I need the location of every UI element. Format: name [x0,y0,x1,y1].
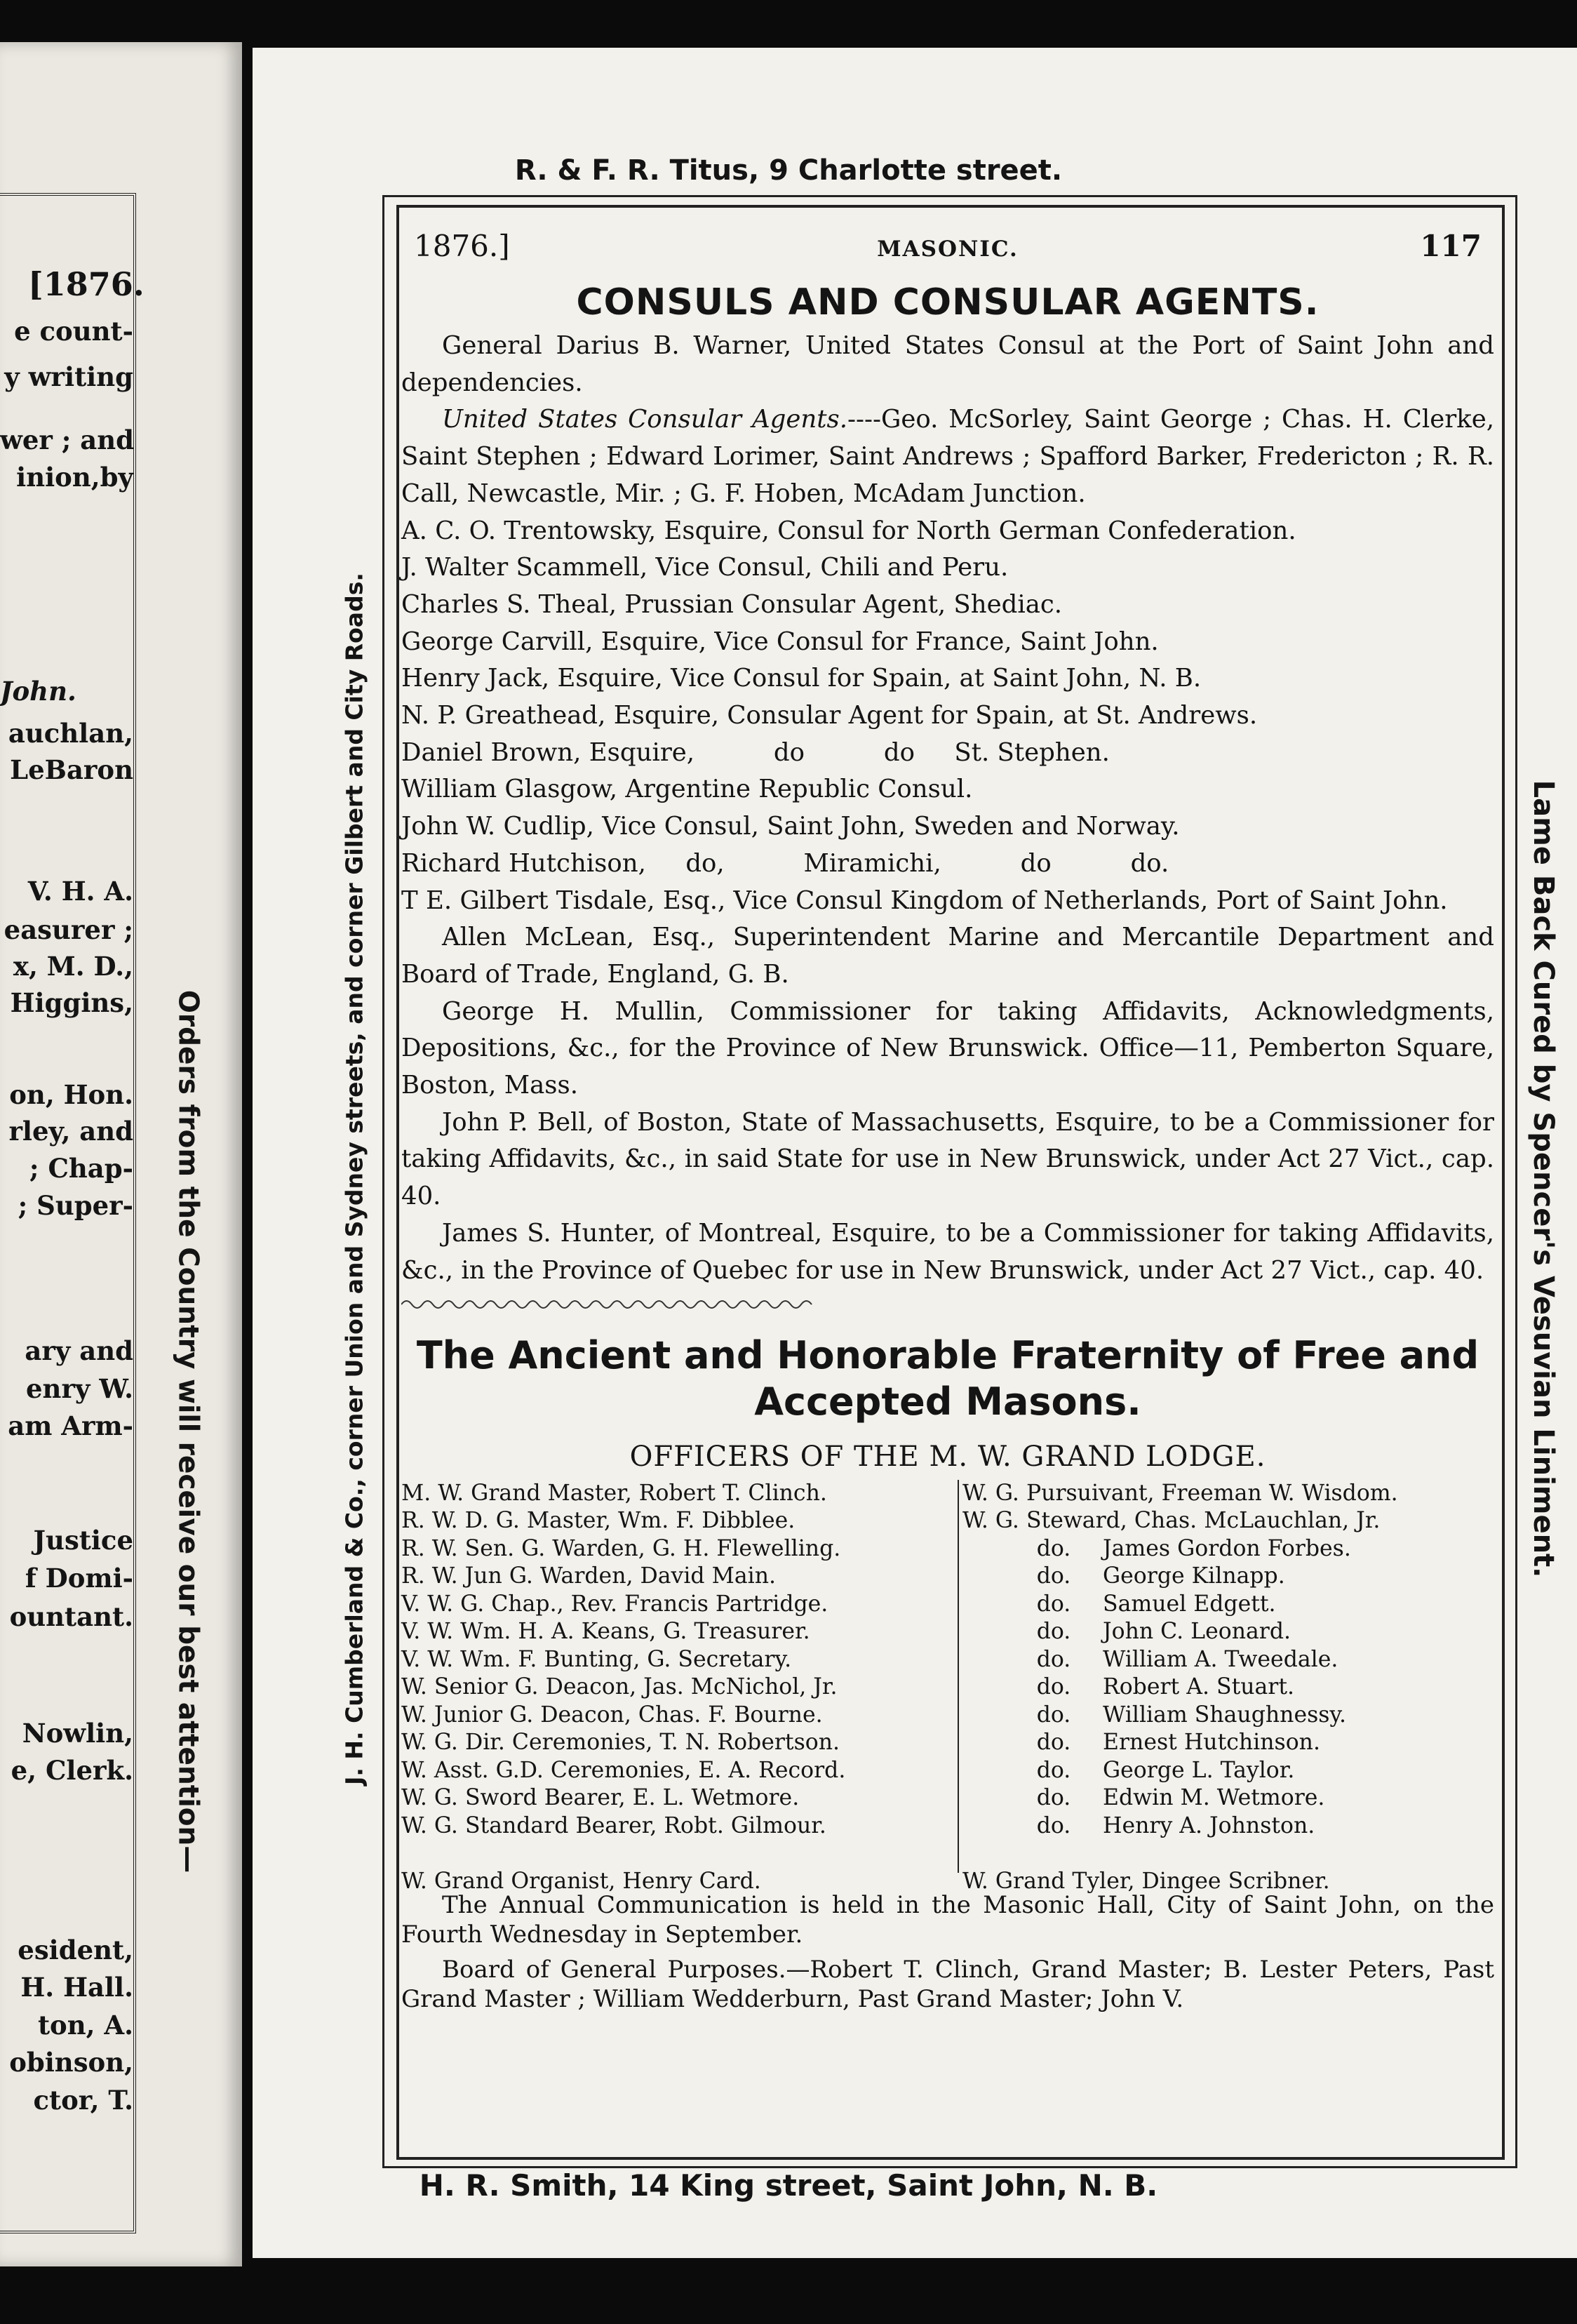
ditto-mark: do. [1036,1702,1071,1728]
masons-section-title [401,1333,1494,1425]
officer-row: W. G. Standard Bearer, Robt. Gilmour. [401,1812,826,1838]
left-fragment: obinson, [9,2047,133,2078]
officer-row: R. W. Sen. G. Warden, G. H. Flewelling. [401,1535,841,1561]
left-page-year: [1876. [28,265,145,303]
steward-name: John C. Leonard. [1103,1619,1291,1645]
left-fragment: am Arm- [8,1410,133,1441]
officer-row: W. G. Steward, Chas. McLauchlan, Jr. [962,1508,1381,1534]
mclean-paragraph: Allen McLean, Esq., Superintendent Marine and Mercantile Department and Board of Trade, England, G. B. [401,923,1494,989]
steward-row [962,1702,1496,1730]
steward-name: Samuel Edgett. [1103,1591,1276,1617]
left-fragment: LeBaron [10,754,133,785]
steward-name: Ernest Hutchinson. [1103,1730,1320,1756]
steward-name: James Gordon Forbes. [1103,1535,1351,1561]
steward-row [962,1812,1496,1841]
consul-entry: J. Walter Scammell, Vice Consul, Chili and Peru. [401,553,1009,582]
left-fragment: inion,by [16,462,133,493]
left-page-margin-ad-text: Orders from the Country will receive our best attention— [172,989,203,1874]
steward-name: Robert A. Stuart. [1103,1674,1295,1700]
left-fragment: rley, and [8,1116,133,1147]
ditto-mark: do. [1036,1785,1071,1811]
grand-organist-row: W. Grand Organist, Henry Card. [401,1868,761,1894]
ditto-mark: do. [1036,1757,1071,1783]
officer-row: R. W. D. G. Master, Wm. F. Dibblee. [401,1508,796,1534]
officer-row: W. G. Sword Bearer, E. L. Wetmore. [401,1785,800,1811]
officers-right-column [962,1480,1496,1841]
left-fragment: y writing [4,361,133,392]
left-fragment: ton, A. [37,2010,133,2041]
left-fragment: ; Chap- [29,1153,133,1184]
officers-left-column [401,1480,962,1841]
right-margin-advertisement [1515,196,1571,2161]
ditto-mark: do. [1036,1730,1071,1756]
officers-heading: OFFICERS OF THE M. W. GRAND LODGE. [629,1440,1266,1473]
running-head-year: 1876.] [414,229,510,263]
ditto-mark: do. [1036,1563,1071,1589]
left-fragment: ; Super- [18,1190,133,1221]
ditto-mark: do. [1036,1591,1071,1617]
steward-row [962,1729,1496,1757]
masons-title-line-1: The Ancient and Honorable Fraternity of Free and [416,1333,1479,1377]
left-fragment: wer ; and [0,425,135,455]
left-fragment: esident, [18,1935,133,1965]
left-fragment: auchlan, [8,718,133,749]
left-page-margin-ad [151,726,224,2137]
officer-row: V. W. Wm. H. A. Keans, G. Treasurer. [401,1619,810,1645]
left-fragment: easurer ; [4,914,133,945]
left-fragment: H. Hall. [20,1972,133,2003]
running-head [401,214,1494,263]
ditto-mark: do. [1036,1674,1071,1700]
consul-entry: George Carvill, Esquire, Vice Consul for France, Saint John. [401,627,1159,656]
running-head-section: MASONIC. [877,236,1019,262]
steward-row [962,1784,1496,1812]
left-margin-advertisement-text: J. H. Cumberland & Co., corner Union and Sydney streets, and corner Gilbert and City Roads. [340,573,368,1785]
left-fragment: e count- [14,316,133,347]
ditto-mark: do. [1036,1619,1071,1645]
steward-name: George Kilnapp. [1103,1563,1285,1589]
left-fragment: Higgins, [10,987,133,1018]
annual-communication-paragraph: The Annual Communication is held in the Masonic Hall, City of Saint John, on the Fourth Wednesday in September. [401,1890,1494,1949]
steward-name: Henry A. Johnston. [1103,1812,1315,1838]
consular-agents-label: United States Consular Agents. [442,405,847,434]
officer-row: R. W. Jun G. Warden, David Main. [401,1563,777,1589]
consular-agents-paragraph [401,401,1494,512]
page-content [401,214,1494,2014]
left-fragment: enry W. [26,1373,133,1404]
steward-row [962,1674,1496,1702]
officer-row: V. W. Wm. F. Bunting, G. Secretary. [401,1646,792,1672]
left-fragment: John. [0,676,76,707]
officer-row: W. Senior G. Deacon, Jas. McNichol, Jr. [401,1674,838,1700]
steward-row [962,1646,1496,1674]
left-fragment: ountant. [9,1601,133,1632]
left-fragment: ary and [25,1335,133,1366]
consul-entry: William Glasgow, Argentine Republic Consul. [401,775,973,804]
hunter-paragraph: James S. Hunter, of Montreal, Esquire, to be a Commissioner for taking Affidavits, &c., in the Province of Quebec for use in New Brunswick, under Act 27 Vict., cap. 40. [401,1218,1494,1285]
consul-entry: Daniel Brown, Esquire, do do St. Stephen. [401,737,1110,767]
consul-entry: Charles S. Theal, Prussian Consular Agent, Shediac. [401,589,1063,619]
left-fragment: f Domi- [25,1563,133,1594]
ditto-mark: do. [1036,1812,1071,1838]
consul-entry: N. P. Greathead, Esquire, Consular Agent for Spain, at St. Andrews. [401,701,1258,730]
left-fragment: on, Hon. [9,1079,133,1110]
left-fragment: V. H. A. [27,876,133,907]
consul-entry: John W. Cudlip, Vice Consul, Saint John, Sweden and Norway. [401,812,1180,841]
officer-row: W. G. Dir. Ceremonies, T. N. Robertson. [401,1730,840,1756]
officer-row: M. W. Grand Master, Robert T. Clinch. [401,1480,827,1506]
consul-entry: A. C. O. Trentowsky, Esquire, Consul for North German Confederation. [401,516,1296,545]
left-fragment: Justice [33,1525,133,1556]
officer-row: W. Junior G. Deacon, Chas. F. Bourne. [401,1702,823,1728]
consul-warner-paragraph: General Darius B. Warner, United States Consul at the Port of Saint John and dependencies. [401,331,1494,397]
grand-tyler-row: W. Grand Tyler, Dingee Scribner. [962,1868,1330,1894]
ornamental-wave-rule [401,1296,815,1313]
officers-table [401,1480,1494,1894]
left-fragment: Nowlin, [22,1718,133,1749]
steward-row [962,1757,1496,1785]
board-of-general-purposes-paragraph: Board of General Purposes.—Robert T. Clinch, Grand Master; B. Lester Peters, Past Grand Master ; William Wedderburn, Past Grand Master; John V. [401,1955,1494,2013]
officer-row: W. Asst. G.D. Ceremonies, E. A. Record. [401,1757,846,1783]
page-number: 117 [1420,229,1482,263]
left-facing-page [0,42,242,2266]
mullin-paragraph: George H. Mullin, Commissioner for taking Affidavits, Acknowledgments, Depositions, &c., for the Province of New Brunswick. Office—11, Pemberton Square, Boston, Mass. [401,996,1494,1100]
bell-paragraph: John P. Bell, of Boston, State of Massachusetts, Esquire, to be a Commissioner for taking Affidavits, &c., in said State for use in New Brunswick, under Act 27 Vict., cap. 40. [401,1107,1494,1211]
steward-name: William Shaughnessy. [1103,1702,1347,1728]
officer-row: W. G. Pursuivant, Freeman W. Wisdom. [962,1480,1398,1506]
top-advertisement: R. & F. R. Titus, 9 Charlotte street. [514,154,1063,187]
steward-name: William A. Tweedale. [1103,1646,1338,1672]
consuls-section-title: CONSULS AND CONSULAR AGENTS. [576,281,1320,323]
steward-name: George L. Taylor. [1103,1757,1295,1783]
bottom-advertisement: H. R. Smith, 14 King street, Saint John, N. B. [419,2168,1158,2203]
steward-name: Edwin M. Wetmore. [1103,1785,1325,1811]
ditto-mark: do. [1036,1646,1071,1672]
after-table-text [401,1890,1494,2014]
left-margin-advertisement [326,196,382,2161]
officer-row: V. W. G. Chap., Rev. Francis Partridge. [401,1591,828,1617]
left-fragment: e, Clerk. [11,1755,133,1786]
consular-agents-text: ----Geo. McSorley, Saint George ; Chas. H. Clerke, Saint Stephen ; Edward Lorimer, Saint Andrews ; Spafford Barker, Fredericton ; R. R. Call, Newcastle, Mir. ; G. F. Hoben, McAdam Junction. [401,405,1494,508]
consul-entry: T E. Gilbert Tisdale, Esq., Vice Consul Kingdom of Netherlands, Port of Saint John. [401,886,1448,915]
left-fragment: ctor, T. [33,2085,133,2116]
steward-row [962,1591,1496,1619]
ditto-mark: do. [1036,1535,1071,1561]
consul-entry: Richard Hutchison, do, Miramichi, do do. [401,848,1169,878]
right-margin-advertisement-text: Lame Back Cured by Spencer's Vesuvian Liniment. [1527,780,1559,1578]
steward-row [962,1535,1496,1563]
steward-row [962,1563,1496,1591]
left-fragment: x, M. D., [13,951,133,982]
steward-row [962,1618,1496,1646]
consul-entry: Henry Jack, Esquire, Vice Consul for Spain, at Saint John, N. B. [401,664,1202,693]
masons-title-line-2: Accepted Masons. [754,1379,1141,1424]
